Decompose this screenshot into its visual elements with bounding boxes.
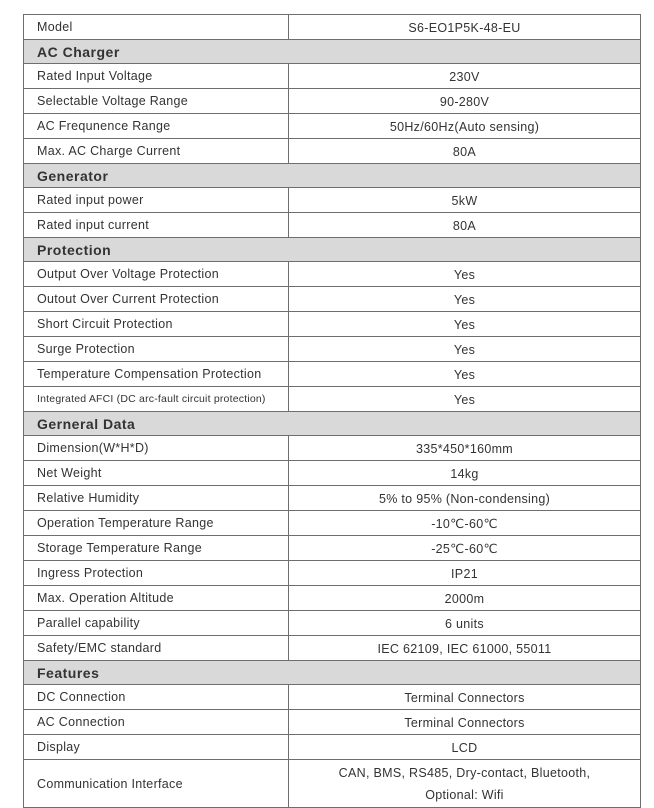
spec-value: Yes: [289, 262, 641, 287]
spec-value: Terminal Connectors: [289, 685, 641, 710]
spec-value: [289, 760, 641, 808]
spec-value: 230V: [289, 64, 641, 89]
table-row: [24, 262, 641, 287]
table-row: [24, 287, 641, 312]
table-row: [24, 486, 641, 511]
section-general-data: [24, 412, 641, 436]
table-row: [24, 89, 641, 114]
spec-value: -25℃-60℃: [289, 536, 641, 561]
table-row: [24, 114, 641, 139]
spec-value: IP21: [289, 561, 641, 586]
table-row: [24, 561, 641, 586]
table-row: [24, 536, 641, 561]
spec-value: -10℃-60℃: [289, 511, 641, 536]
table-row: [24, 64, 641, 89]
spec-label: Rated input power: [24, 188, 289, 213]
spec-value: Yes: [289, 387, 641, 412]
table-row: [24, 710, 641, 735]
table-row: [24, 188, 641, 213]
section-generator: [24, 164, 641, 188]
spec-label: Output Over Voltage Protection: [24, 262, 289, 287]
spec-label: Ingress Protection: [24, 561, 289, 586]
section-features: [24, 661, 641, 685]
spec-value: Yes: [289, 362, 641, 387]
spec-label: Relative Humidity: [24, 486, 289, 511]
spec-label: Integrated AFCI (DC arc-fault circuit protection): [24, 387, 289, 412]
table-row: [24, 312, 641, 337]
spec-label: Dimension(W*H*D): [24, 436, 289, 461]
model-label: Model: [24, 15, 289, 40]
spec-value-line: CAN, BMS, RS485, Dry-contact, Bluetooth,: [338, 766, 591, 780]
spec-label: Operation Temperature Range: [24, 511, 289, 536]
table-row: [24, 735, 641, 760]
spec-label: Short Circuit Protection: [24, 312, 289, 337]
section-title: Features: [24, 661, 641, 685]
spec-label: AC Connection: [24, 710, 289, 735]
spec-label: Communication Interface: [24, 760, 289, 808]
spec-label: Surge Protection: [24, 337, 289, 362]
spec-label: DC Connection: [24, 685, 289, 710]
spec-label: Max. AC Charge Current: [24, 139, 289, 164]
spec-value: 80A: [289, 213, 641, 238]
spec-value: 50Hz/60Hz(Auto sensing): [289, 114, 641, 139]
table-row: [24, 387, 641, 412]
spec-label: Rated Input Voltage: [24, 64, 289, 89]
spec-label: Max. Operation Altitude: [24, 586, 289, 611]
table-row: [24, 337, 641, 362]
spec-value: 5% to 95% (Non-condensing): [289, 486, 641, 511]
spec-label: Parallel capability: [24, 611, 289, 636]
table-row: [24, 362, 641, 387]
spec-value: Yes: [289, 287, 641, 312]
section-title: Generator: [24, 164, 641, 188]
table-row: [24, 611, 641, 636]
model-row: [24, 15, 641, 40]
section-title: Protection: [24, 238, 641, 262]
spec-value: IEC 62109, IEC 61000, 55011: [289, 636, 641, 661]
spec-value: 80A: [289, 139, 641, 164]
table-row: [24, 139, 641, 164]
section-title: Gerneral Data: [24, 412, 641, 436]
spec-label: Safety/EMC standard: [24, 636, 289, 661]
spec-label: AC Frequnence Range: [24, 114, 289, 139]
spec-value: Yes: [289, 312, 641, 337]
spec-value: 2000m: [289, 586, 641, 611]
table-row: [24, 586, 641, 611]
spec-label: Selectable Voltage Range: [24, 89, 289, 114]
table-row: [24, 213, 641, 238]
spec-value: 90-280V: [289, 89, 641, 114]
spec-label: Outout Over Current Protection: [24, 287, 289, 312]
spec-label: Storage Temperature Range: [24, 536, 289, 561]
section-title: AC Charger: [24, 40, 641, 64]
spec-table: [23, 14, 641, 808]
model-value: S6-EO1P5K-48-EU: [289, 15, 641, 40]
spec-value: LCD: [289, 735, 641, 760]
table-row: [24, 436, 641, 461]
spec-label: Rated input current: [24, 213, 289, 238]
spec-value: Terminal Connectors: [289, 710, 641, 735]
spec-label: Display: [24, 735, 289, 760]
spec-value-line: Optional: Wifi: [425, 788, 504, 802]
spec-value: 6 units: [289, 611, 641, 636]
spec-label: Temperature Compensation Protection: [24, 362, 289, 387]
table-row: [24, 760, 641, 808]
table-row: [24, 685, 641, 710]
spec-value: 5kW: [289, 188, 641, 213]
spec-value: 335*450*160mm: [289, 436, 641, 461]
spec-label: Net Weight: [24, 461, 289, 486]
spec-value: Yes: [289, 337, 641, 362]
table-row: [24, 636, 641, 661]
spec-value: 14kg: [289, 461, 641, 486]
section-protection: [24, 238, 641, 262]
table-row: [24, 461, 641, 486]
table-row: [24, 511, 641, 536]
section-ac-charger: [24, 40, 641, 64]
